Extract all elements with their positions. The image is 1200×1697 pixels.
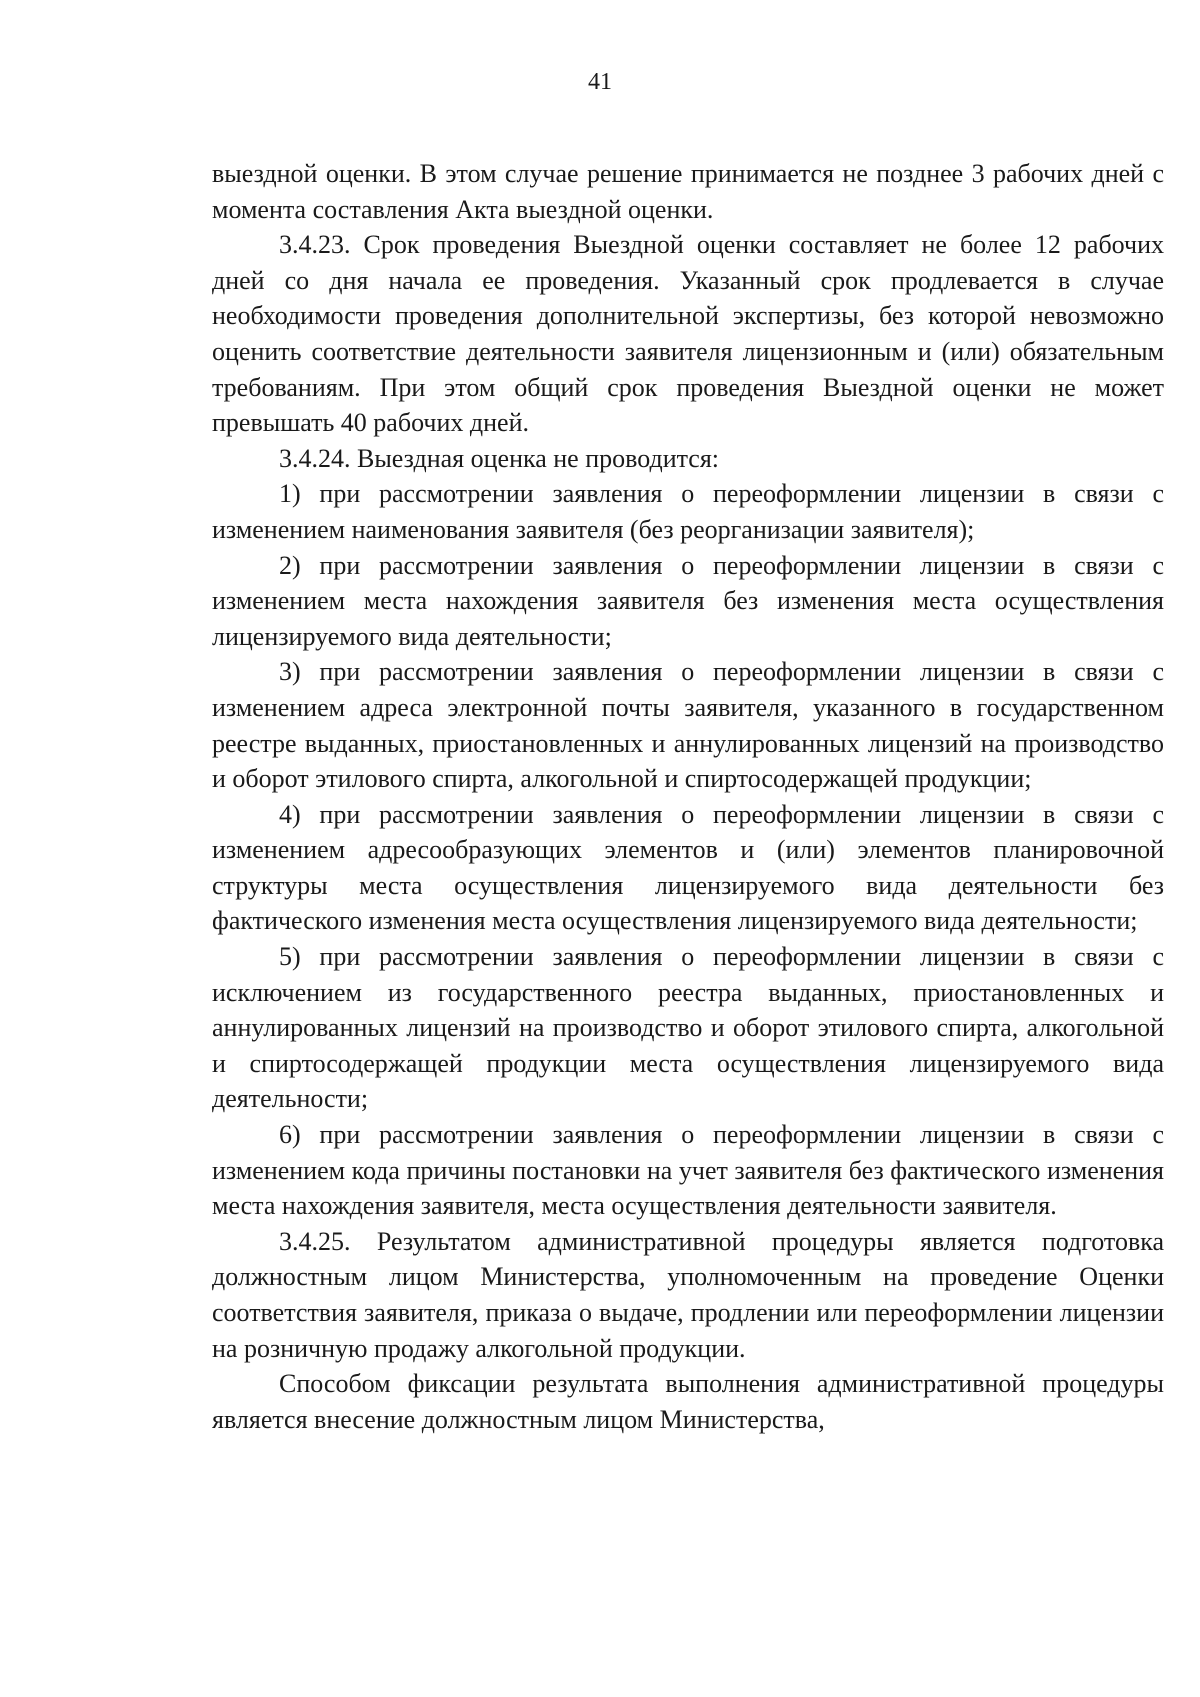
paragraph-3-4-25: 3.4.25. Результатом административной процедуры является подготовка должностным лицом Министерства, уполномоченным на проведение Оценки соответствия заявителя, приказа о выдаче, продлении или переоформлении лицензии на розничную продажу алкогольной продукции.: [212, 1226, 1164, 1363]
list-item-2: 2) при рассмотрении заявления о переоформлении лицензии в связи с изменением места нахождения заявителя без изменения места осуществления лицензируемого вида деятельности;: [212, 550, 1164, 651]
paragraph-continuation: выездной оценки. В этом случае решение принимается не позднее 3 рабочих дней с момента составления Акта выездной оценки.: [212, 159, 1164, 224]
list-item-3: 3) при рассмотрении заявления о переоформлении лицензии в связи с изменением адреса электронной почты заявителя, указанного в государственном реестре выданных, приостановленных и аннулированных лицензий на производство и оборот этилового спирта, алкогольной и спиртосодержащей продукции;: [212, 657, 1164, 794]
list-item-6: 6) при рассмотрении заявления о переоформлении лицензии в связи с изменением кода причины постановки на учет заявителя без фактического изменения места нахождения заявителя, места осуществления деятельности заявителя.: [212, 1120, 1164, 1221]
paragraph-fixation-method: Способом фиксации результата выполнения административной процедуры является внесение должностным лицом Министерства,: [212, 1369, 1164, 1434]
page-number: 41: [588, 69, 612, 95]
list-item-4: 4) при рассмотрении заявления о переоформлении лицензии в связи с изменением адресообразующих элементов и (или) элементов планировочной структуры места осуществления лицензируемого вида деятельности без фактического изменения места осуществления лицензируемого вида деятельности;: [212, 799, 1164, 936]
document-body: [212, 156, 1164, 1437]
paragraph-3-4-23: 3.4.23. Срок проведения Выездной оценки составляет не более 12 рабочих дней со дня начала ее проведения. Указанный срок продлевается в случае необходимости проведения дополнительной экспертизы, без которой невозможно оценить соответствие деятельности заявителя лицензионным и (или) обязательным требованиям. При этом общий срок проведения Выездной оценки не может превышать 40 рабочих дней.: [212, 230, 1164, 438]
list-item-1: 1) при рассмотрении заявления о переоформлении лицензии в связи с изменением наименования заявителя (без реорганизации заявителя);: [212, 479, 1164, 544]
paragraph-3-4-24: 3.4.24. Выездная оценка не проводится:: [279, 443, 720, 473]
list-item-5: 5) при рассмотрении заявления о переоформлении лицензии в связи с исключением из государственного реестра выданных, приостановленных и аннулированных лицензий на производство и оборот этилового спирта, алкогольной и спиртосодержащей продукции места осуществления лицензируемого вида деятельности;: [212, 942, 1164, 1114]
